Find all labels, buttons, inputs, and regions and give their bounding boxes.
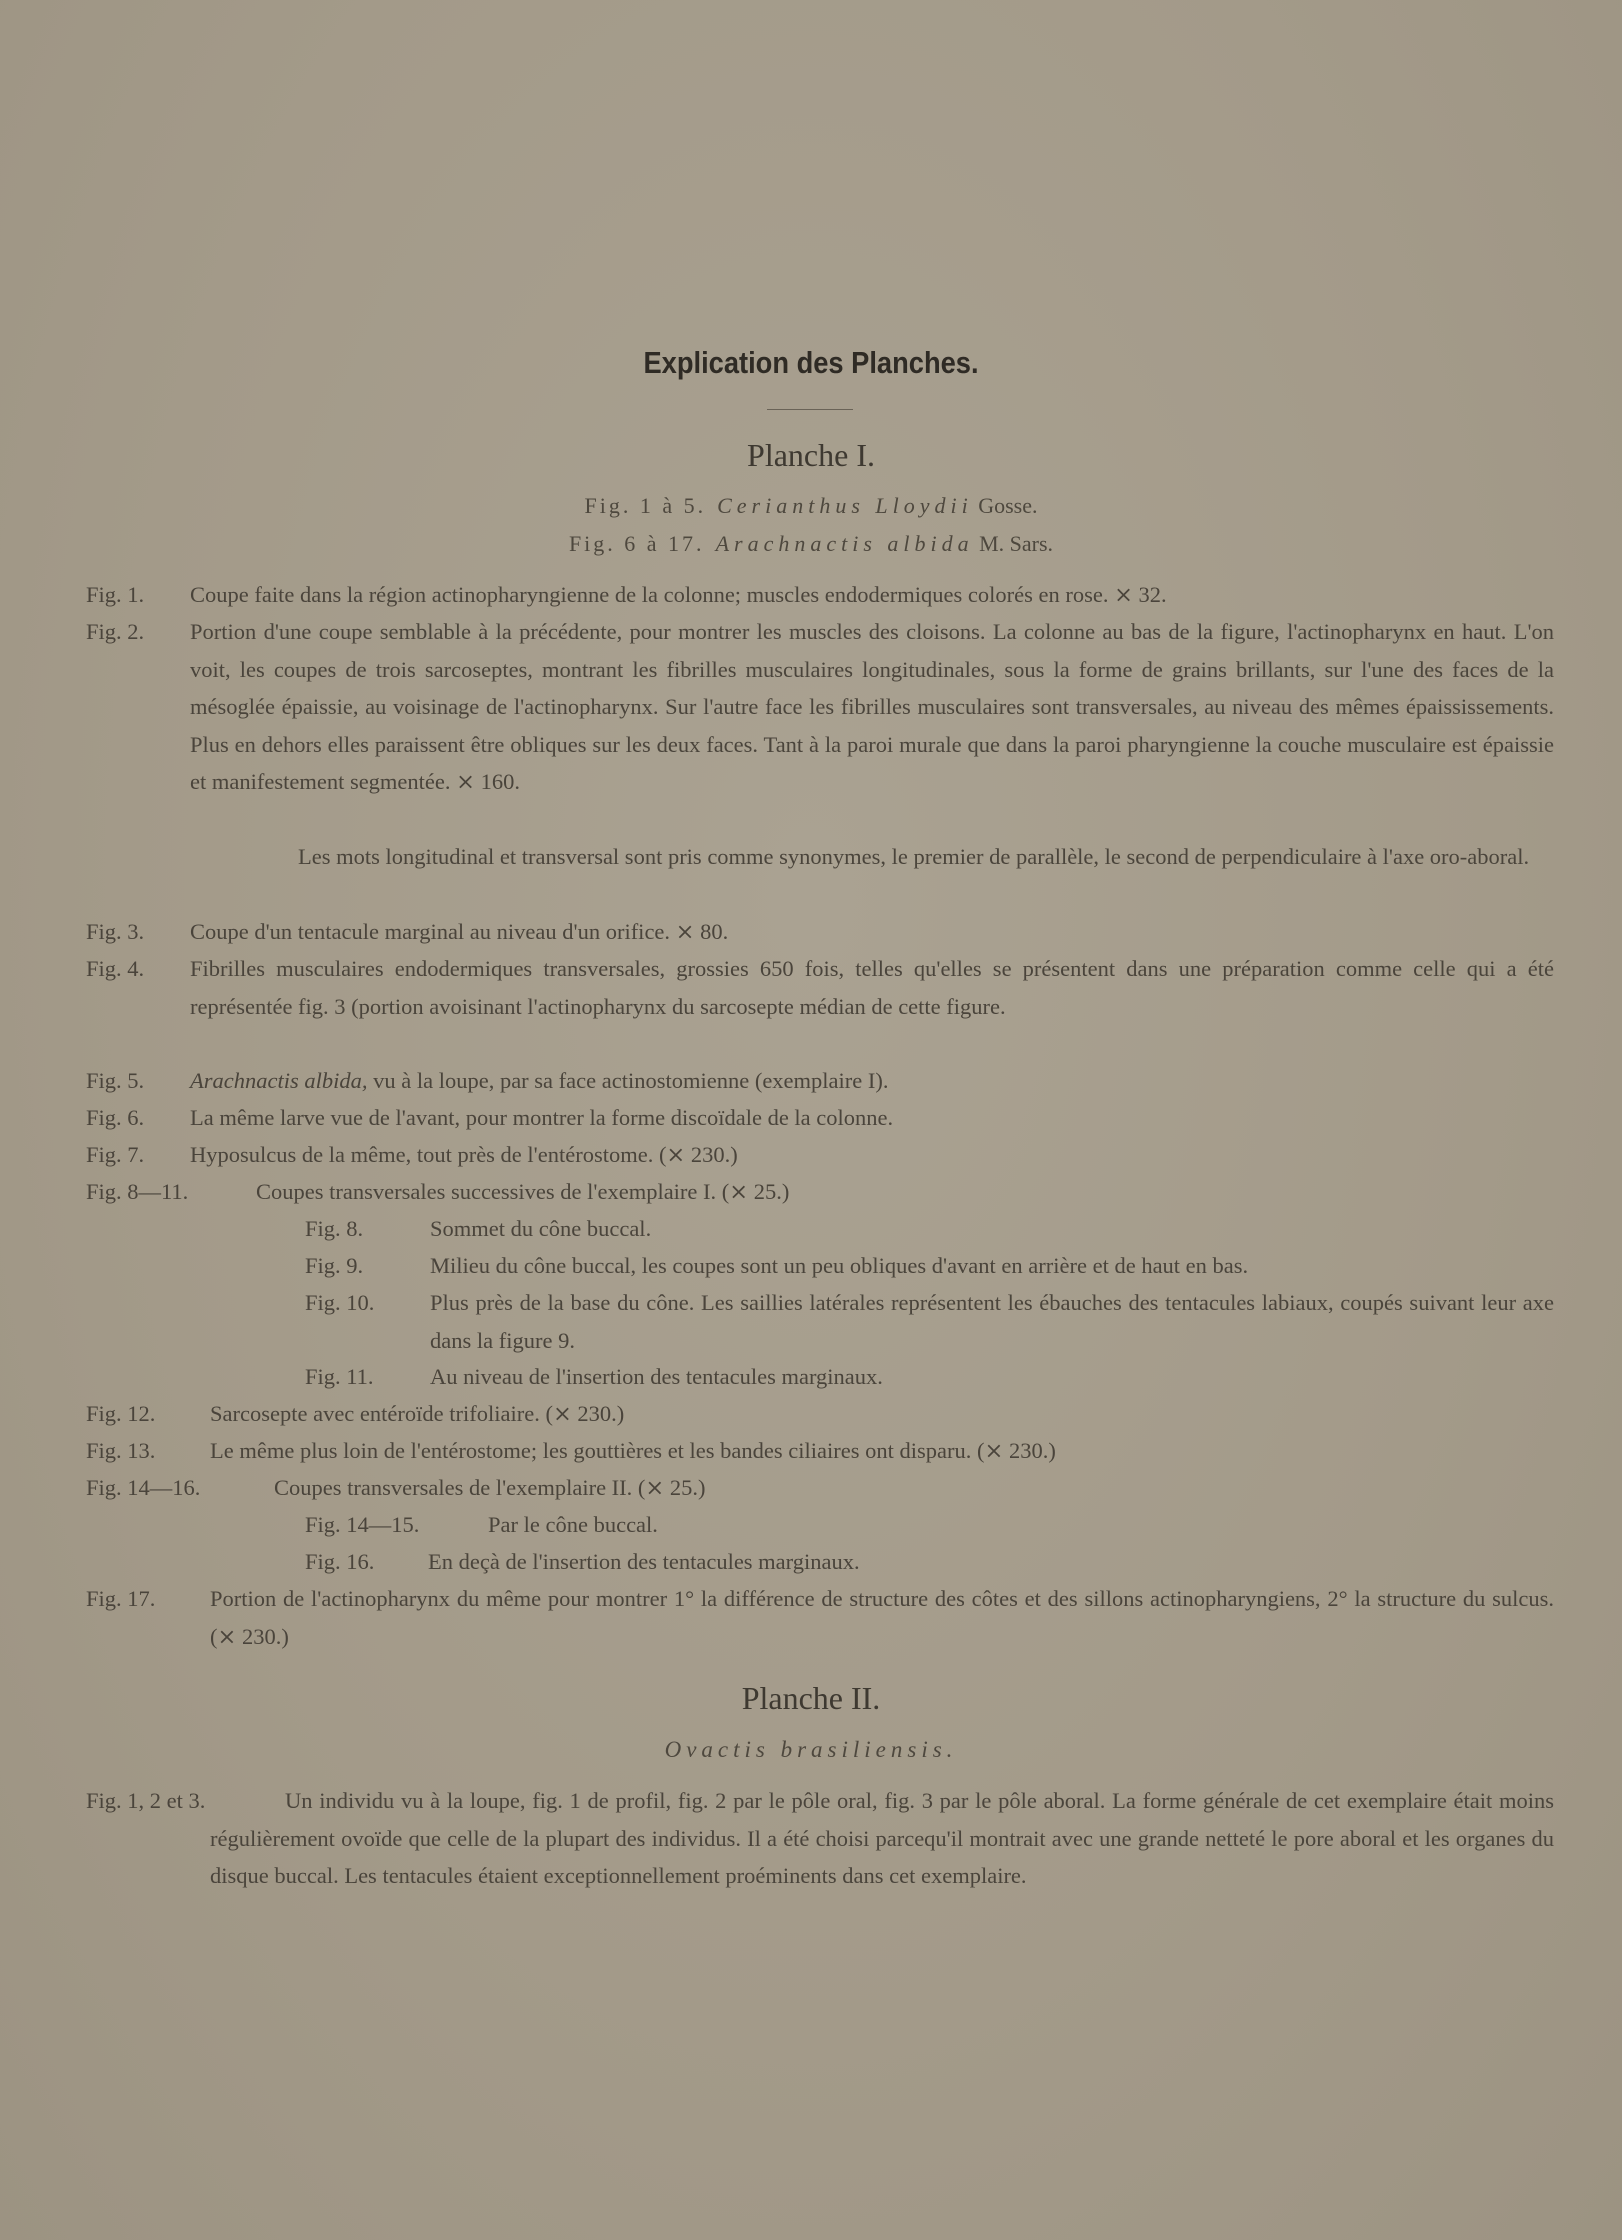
fig-label: Fig. 9. (305, 1253, 364, 1278)
fig-text-continuation (190, 838, 1554, 876)
fig-text (210, 1580, 1554, 1655)
fig-label: Fig. 5. (86, 1068, 145, 1093)
fig-text: Sommet du cône buccal. (430, 1216, 652, 1241)
planche-1-subtitle-1 (0, 493, 1622, 519)
fig-text-rest: vu à la loupe, par sa face actinostomienne (exemplaire I). (367, 1068, 889, 1093)
fig-label: Fig. 16. (305, 1549, 375, 1574)
fig-text: Coupe faite dans la région actinopharyngienne de la colonne; muscles endodermiques colorés en rose. ⨯ 32. (190, 582, 1167, 607)
fig-label: Fig. 11. (305, 1364, 374, 1389)
fig-label: Fig. 3. (86, 919, 145, 944)
fig-label: Fig. 14—16. (86, 1475, 201, 1500)
fig-text: En deçà de l'insertion des tentacules marginaux. (428, 1549, 860, 1574)
subtitle-species: Arachnactis albida (715, 531, 974, 556)
fig-label: Fig. 1, 2 et 3. (86, 1788, 206, 1813)
fig-label: Fig. 1. (86, 582, 145, 607)
fig-label: Fig. 2. (86, 619, 145, 644)
fig-label: Fig. 8—11. (86, 1179, 189, 1204)
fig-label: Fig. 13. (86, 1438, 156, 1463)
page-title: Explication des Planches. (643, 345, 979, 380)
fig-text: La même larve vue de l'avant, pour montrer la forme discoïdale de la colonne. (190, 1105, 894, 1130)
fig-text-body: Portion de l'actinopharynx du même pour montrer 1° la différence de structure des côtes et des sillons actinopharyngiens, 2° la structure du sulcus. (⨯ 230.) (210, 1586, 1554, 1649)
fig-label: Fig. 10. (305, 1290, 375, 1315)
fig-text: Sarcosepte avec entéroïde trifoliaire. (⨯ 230.) (210, 1401, 625, 1426)
fig-text: Coupes transversales de l'exemplaire II. (⨯ 25.) (274, 1475, 706, 1500)
planche-2-species: Ovactis brasiliensis. (664, 1737, 958, 1762)
subtitle-label: Fig. 6 à 17. (568, 531, 705, 556)
fig-label: Fig. 17. (86, 1586, 156, 1611)
fig-text: Au niveau de l'insertion des tentacules marginaux. (430, 1364, 883, 1389)
subtitle-author: Gosse. (978, 493, 1038, 518)
fig-label: Fig. 8. (305, 1216, 364, 1241)
fig-label: Fig. 6. (86, 1105, 145, 1130)
fig-text (190, 1062, 1554, 1100)
fig-text: Un individu vu à la loupe, fig. 1 de profil, fig. 2 par le pôle oral, fig. 3 par le pôle aboral. La forme générale de cet exemplaire était moins régulièrement ovoïde que celle de la plupart des individus. Il a été choisi parcequ'il montrait avec une grande netteté le pore aboral et les organes du disque buccal. Les tentacules étaient exceptionnellement proéminents dans cet exemplaire. (210, 1788, 1554, 1888)
species-name: Arachnactis albida, (190, 1068, 368, 1093)
subtitle-species: Cerianthus Lloydii (717, 493, 973, 518)
planche-1-heading: Planche I. (747, 437, 875, 473)
fig-label: Fig. 14—15. (305, 1512, 420, 1537)
subtitle-label: Fig. 1 à 5. (584, 493, 707, 518)
fig-label: Fig. 4. (86, 956, 145, 981)
fig-text: Plus près de la base du cône. Les saillies latérales représentent les ébauches des tentacules labiaux, coupés suivant leur axe dans la figure 9. (430, 1290, 1554, 1353)
fig-text: Hyposulcus de la même, tout près de l'entérostome. (⨯ 230.) (190, 1142, 738, 1167)
fig-text: Portion d'une coupe semblable à la précédente, pour montrer les muscles des cloisons. La colonne au bas de la figure, l'actinopharynx en haut. L'on voit, les coupes de trois sarcoseptes, montrant les fibrilles musculaires longitudinales, sous la forme de grains brillants, sur l'une des faces de la mésoglée épaissie, au voisinage de l'actinopharynx. Sur l'autre face les fibrilles musculaires sont transversales, au niveau des mêmes épaississements. Plus en dehors elles paraissent être obliques sur les deux faces. Tant à la paroi murale que dans la paroi pharyngienne la couche musculaire est épaissie et manifestement segmentée. ⨯ 160. (190, 619, 1554, 794)
fig-text: Coupes transversales successives de l'exemplaire I. (⨯ 25.) (256, 1179, 790, 1204)
fig-text: Milieu du cône buccal, les coupes sont un peu obliques d'avant en arrière et de haut en bas. (430, 1253, 1249, 1278)
fig-label: Fig. 12. (86, 1401, 156, 1426)
fig-text: Fibrilles musculaires endodermiques transversales, grossies 650 fois, telles qu'elles se présentent dans une préparation comme celle qui a été représentée fig. 3 (portion avoisinant l'actinopharynx du sarcosepte médian de cette figure. (190, 956, 1554, 1019)
planche-2-heading: Planche II. (741, 1680, 881, 1716)
continuation-text: Les mots longitudinal et transversal sont pris comme synonymes, le premier de parallèle, le second de perpendiculaire à l'axe oro-aboral. (298, 844, 1530, 869)
title-rule (767, 409, 853, 410)
fig-text: Le même plus loin de l'entérostome; les gouttières et les bandes ciliaires ont disparu. (⨯ 230.) (210, 1438, 1056, 1463)
subtitle-author: M. Sars. (979, 531, 1054, 556)
fig-label: Fig. 7. (86, 1142, 145, 1167)
planche-1-subtitle-2 (0, 531, 1622, 557)
fig-text: Par le cône buccal. (488, 1512, 658, 1537)
fig-text: Coupe d'un tentacule marginal au niveau d'un orifice. ⨯ 80. (190, 919, 729, 944)
